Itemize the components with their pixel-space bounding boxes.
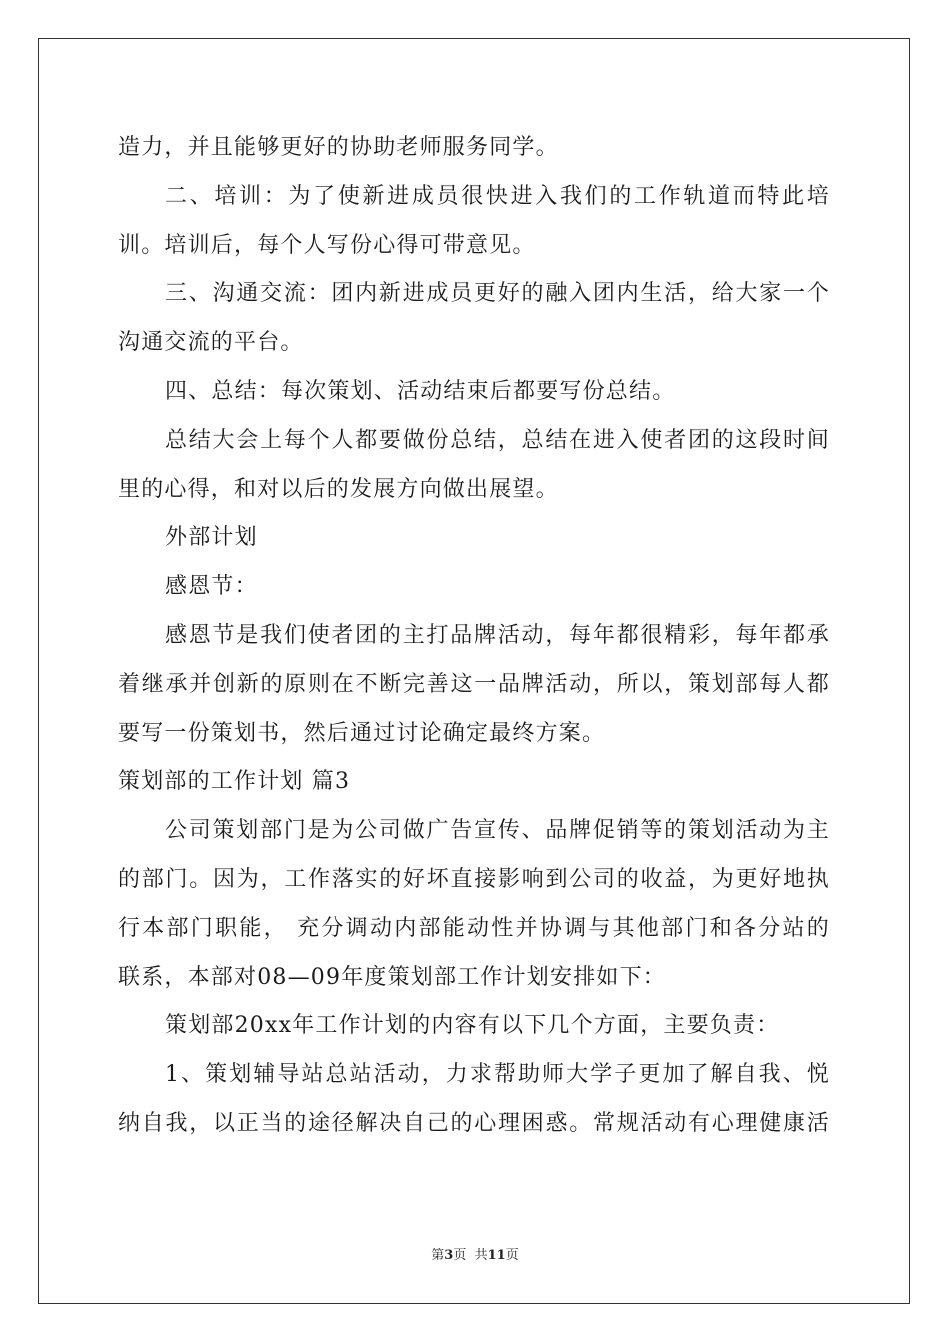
text-line: 公司策划部门是为公司做广告宣传、品牌促销等的策划活动为主 [165, 818, 830, 844]
document-body [118, 124, 830, 1149]
text-line: 1、策划辅导站总站活动，力求帮助师大学子更加了解自我、悦 [165, 1062, 830, 1088]
footer-total-pages: 11 [487, 1248, 506, 1263]
text-line: 感恩节是我们使者团的主打品牌活动，每年都很精彩，每年都承 [165, 622, 830, 648]
text-line: 三、沟通交流：团内新进成员更好的融入团内生活，给大家一个 [165, 281, 830, 307]
footer-page-mid: 页 共 [453, 1248, 488, 1263]
text-line: 着继承并创新的原则在不断完善这一品牌活动，所以，策划部每人都 [118, 671, 830, 697]
text-line: 四、总结：每次策划、活动结束后都要写份总结。 [165, 378, 676, 404]
text-line: 行本部门职能， 充分调动内部能动性并协调与其他部门和各分站的 [118, 915, 830, 941]
page-footer [0, 1244, 950, 1263]
footer-page-suffix: 页 [505, 1248, 519, 1263]
text-line: 里的心得，和对以后的发展方向做出展望。 [118, 476, 559, 502]
text-line: 要写一份策划书，然后通过讨论确定最终方案。 [118, 720, 606, 746]
text-line: 训。培训后，每个人写份心得可带意见。 [118, 232, 536, 258]
text-line: 外部计划 [165, 525, 258, 551]
text-line: 总结大会上每个人都要做份总结，总结在进入使者团的这段时间 [165, 427, 830, 453]
text-line: 的部门。因为，工作落实的好坏直接影响到公司的收益，为更好地执 [118, 866, 830, 892]
text-line: 感恩节： [165, 574, 258, 600]
text-line: 纳自我，以正当的途径解决自己的心理困惑。常规活动有心理健康活 [118, 1110, 830, 1136]
text-line: 联系，本部对08—09年度策划部工作计划安排如下： [118, 964, 666, 990]
text-line: 策划部的工作计划 篇3 [118, 769, 351, 795]
text-line: 二、培训：为了使新进成员很快进入我们的工作轨道而特此培 [165, 183, 830, 209]
text-line: 策划部20xx年工作计划的内容有以下几个方面，主要负责： [165, 1013, 780, 1039]
footer-page-number: 3 [444, 1248, 454, 1263]
footer-page-prefix: 第 [431, 1248, 445, 1263]
text-line: 沟通交流的平台。 [118, 330, 304, 356]
text-line: 造力，并且能够更好的协助老师服务同学。 [118, 135, 559, 160]
